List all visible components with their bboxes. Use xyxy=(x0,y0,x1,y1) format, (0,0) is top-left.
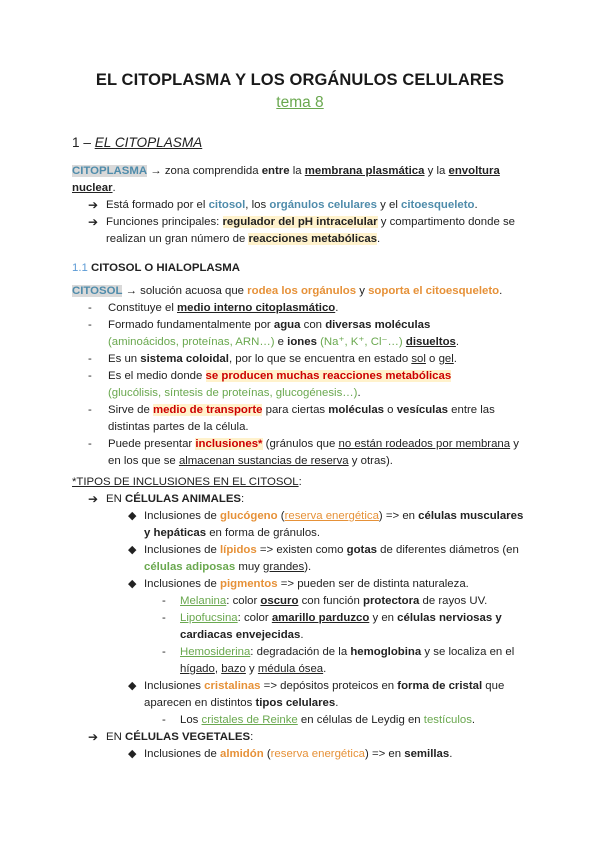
text: (glucólisis, síntesis de proteínas, glucogénesis…) xyxy=(108,387,358,399)
text: , por lo que se encuentra en estado xyxy=(228,353,412,365)
text: Lipofucsina xyxy=(180,612,238,624)
text: Inclusiones de xyxy=(144,748,220,760)
list-item xyxy=(72,746,532,763)
dash-icon: - xyxy=(162,595,166,607)
text: medio de transporte xyxy=(152,404,263,416)
text: reserva energética xyxy=(270,748,365,760)
text: Inclusiones de xyxy=(144,544,220,556)
text: Está formado por el xyxy=(106,199,209,211)
text: sistema coloidal xyxy=(140,353,229,365)
dash-icon: - xyxy=(88,404,92,416)
text: ). xyxy=(304,561,312,573)
tipos-heading xyxy=(72,474,532,491)
text: agua xyxy=(273,319,301,331)
text: en forma de gránulos. xyxy=(206,527,321,539)
text: y en xyxy=(369,612,398,624)
text: . xyxy=(453,353,457,365)
section-heading-1 xyxy=(72,133,532,153)
text: Los xyxy=(180,714,202,726)
text: Hemosiderina xyxy=(180,646,251,658)
text: y xyxy=(356,285,369,297)
text: glucógeno xyxy=(220,510,278,522)
list-item xyxy=(72,197,532,214)
text: (gránulos que xyxy=(262,438,339,450)
dash-icon: - xyxy=(88,302,92,314)
list-item xyxy=(72,436,532,470)
text: (aminoácidos, proteínas, ARN…) xyxy=(108,336,275,348)
document-subtitle: tema 8 xyxy=(276,94,324,111)
diamond-icon: ◆ xyxy=(128,578,137,590)
text: , xyxy=(214,663,222,675)
text: con xyxy=(300,319,326,331)
list-item xyxy=(72,508,532,542)
text: o xyxy=(384,404,397,416)
text: y compartimento donde se realizan un gran número de xyxy=(106,216,515,245)
text: gotas xyxy=(346,544,378,556)
citosol-definition xyxy=(72,283,532,300)
text: células adiposas xyxy=(144,561,236,573)
text: cristalinas xyxy=(204,680,261,692)
text: Inclusiones de xyxy=(144,510,220,522)
list-item xyxy=(72,576,532,593)
text: Inclusiones xyxy=(144,680,205,692)
section-title: EL CITOPLASMA xyxy=(94,135,203,150)
text: soporta el citoesqueleto xyxy=(368,285,500,297)
text: : xyxy=(241,493,245,505)
text: : xyxy=(298,476,302,488)
text: y xyxy=(245,663,258,675)
text: almidón xyxy=(220,748,264,760)
text: en células de Leydig en xyxy=(297,714,424,726)
text: → solución acuosa que xyxy=(122,285,248,297)
term-citoplasma: CITOPLASMA xyxy=(72,165,148,177)
arrow-icon: ➔ xyxy=(88,492,99,506)
text: . xyxy=(335,697,339,709)
text: y el xyxy=(376,199,402,211)
text: *TIPOS DE INCLUSIONES EN EL CITOSOL xyxy=(72,476,299,488)
text: tipos celulares xyxy=(255,697,336,709)
text: y otras). xyxy=(348,455,393,467)
text: Inclusiones de xyxy=(144,578,220,590)
text: reacciones metabólicas xyxy=(248,233,378,245)
text: ) => en xyxy=(364,748,405,760)
text: sol xyxy=(411,353,426,365)
text: → zona comprendida xyxy=(147,165,262,177)
text: ( xyxy=(263,748,271,760)
text: . xyxy=(323,663,327,675)
text: . xyxy=(471,714,476,726)
diamond-icon: ◆ xyxy=(128,748,137,760)
diamond-icon: ◆ xyxy=(128,510,137,522)
text: y la xyxy=(424,165,449,177)
list-item xyxy=(72,351,532,368)
text: . xyxy=(474,199,478,211)
text: => existen como xyxy=(256,544,347,556)
text: . xyxy=(112,182,116,194)
text: . xyxy=(377,233,381,245)
text: entre las distintas partes de la célula. xyxy=(108,404,495,433)
text: Formado fundamentalmente por xyxy=(108,319,274,331)
text: forma de cristal xyxy=(397,680,483,692)
text: ) => en xyxy=(378,510,419,522)
text: . xyxy=(449,748,453,760)
arrow-icon: ➔ xyxy=(88,198,99,212)
dash-icon: - xyxy=(162,646,166,658)
text: CÉLULAS VEGETALES xyxy=(125,731,251,743)
text: o xyxy=(425,353,439,365)
list-item xyxy=(72,712,532,729)
text: membrana plasmática xyxy=(304,165,425,177)
text: . xyxy=(300,629,304,641)
text: células musculares y hepáticas xyxy=(144,510,524,539)
term-citosol: CITOSOL xyxy=(72,285,123,297)
list-item xyxy=(72,729,532,746)
text: protectora xyxy=(363,595,420,607)
text: CÉLULAS ANIMALES xyxy=(125,493,242,505)
text: grandes xyxy=(263,561,305,573)
text: EN xyxy=(106,493,125,505)
list-item xyxy=(72,317,532,351)
text: Es un xyxy=(108,353,141,365)
text: la xyxy=(289,165,305,177)
text: EN xyxy=(106,731,125,743)
text: . xyxy=(357,387,361,399)
text: de diferentes diámetros (en xyxy=(377,544,519,556)
section-title: CITOSOL O HIALOPLASMA xyxy=(87,262,240,274)
text: e xyxy=(274,336,288,348)
text: para ciertas xyxy=(262,404,329,416)
text: gel xyxy=(438,353,454,365)
list-item xyxy=(72,593,532,610)
text: testículos xyxy=(423,714,472,726)
list-item xyxy=(72,644,532,678)
text: bazo xyxy=(221,663,246,675)
list-item xyxy=(72,678,532,712)
text: entre xyxy=(261,165,290,177)
text: => depósitos proteicos en xyxy=(260,680,398,692)
text: Melanina xyxy=(180,595,227,607)
text: iones xyxy=(287,336,317,348)
list-item xyxy=(72,300,532,317)
text: regulador del pH intracelular xyxy=(222,216,378,228)
section-number: 1 – xyxy=(72,135,95,150)
text: Sirve de xyxy=(108,404,153,416)
text: : color xyxy=(237,612,272,624)
diamond-icon: ◆ xyxy=(128,680,137,692)
text: cristales de Reinke xyxy=(201,714,298,726)
list-item xyxy=(72,542,532,576)
text: envoltura nuclear xyxy=(72,165,500,194)
text: . xyxy=(499,285,503,297)
section-number: 1.1 xyxy=(72,262,88,274)
text: pigmentos xyxy=(220,578,278,590)
diamond-icon: ◆ xyxy=(128,544,137,556)
text: reserva energética xyxy=(284,510,379,522)
text: médula ósea xyxy=(257,663,324,675)
text: . xyxy=(455,336,460,348)
dash-icon: - xyxy=(88,319,92,331)
text: disueltos xyxy=(405,336,456,348)
text: semillas xyxy=(404,748,450,760)
text: Constituye el xyxy=(108,302,178,314)
citoplasma-definition xyxy=(72,163,532,197)
text: diversas moléculas xyxy=(325,319,431,331)
text: Puede presentar xyxy=(108,438,196,450)
text: lípidos xyxy=(220,544,257,556)
text: oscuro xyxy=(260,595,299,607)
text: Es el medio donde xyxy=(108,370,206,382)
text: se producen muchas reacciones metabólicas xyxy=(205,370,452,382)
text: que aparecen en distintos xyxy=(144,680,505,709)
text: (Na⁺, K⁺, Cl⁻…) xyxy=(320,336,403,348)
text: ( xyxy=(277,510,285,522)
dash-icon: - xyxy=(88,353,92,365)
text: citosol xyxy=(208,199,246,211)
list-item xyxy=(72,214,532,248)
dash-icon: - xyxy=(162,714,166,726)
text: almacenan sustancias de reserva xyxy=(178,455,349,467)
dash-icon: - xyxy=(88,438,92,450)
text: amarillo parduzco xyxy=(271,612,370,624)
text: orgánulos celulares xyxy=(269,199,377,211)
list-item xyxy=(72,368,532,402)
text: y se localiza en el xyxy=(421,646,515,658)
text: de rayos UV. xyxy=(419,595,488,607)
section-heading-1-1 xyxy=(72,260,532,277)
text: no están rodeados por membrana xyxy=(338,438,511,450)
text: y en los que se xyxy=(108,438,519,467)
list-item xyxy=(72,491,532,508)
text: moléculas xyxy=(328,404,385,416)
text: con función xyxy=(298,595,363,607)
text: : color xyxy=(226,595,261,607)
text: hígado xyxy=(180,663,215,675)
text: muy xyxy=(235,561,264,573)
text: , los xyxy=(245,199,270,211)
text: inclusiones* xyxy=(195,438,263,450)
document-body xyxy=(72,133,532,763)
text: hemoglobina xyxy=(350,646,422,658)
list-item xyxy=(72,402,532,436)
text: citoesqueleto xyxy=(401,199,475,211)
document-title: EL CITOPLASMA Y LOS ORGÁNULOS CELULARES xyxy=(95,71,505,89)
text: rodea los orgánulos xyxy=(247,285,357,297)
arrow-icon: ➔ xyxy=(88,215,99,229)
text: células nerviosas y cardiacas envejecidas xyxy=(180,612,502,641)
text: medio interno citoplasmático xyxy=(177,302,336,314)
text: => pueden ser de distinta naturaleza. xyxy=(277,578,469,590)
text: vesículas xyxy=(396,404,448,416)
text: Funciones principales: xyxy=(106,216,223,228)
dash-icon: - xyxy=(162,612,166,624)
arrow-icon: ➔ xyxy=(88,730,99,744)
list-item xyxy=(72,610,532,644)
dash-icon: - xyxy=(88,370,92,382)
text: . xyxy=(335,302,339,314)
text: : xyxy=(250,731,254,743)
text: : degradación de la xyxy=(250,646,351,658)
